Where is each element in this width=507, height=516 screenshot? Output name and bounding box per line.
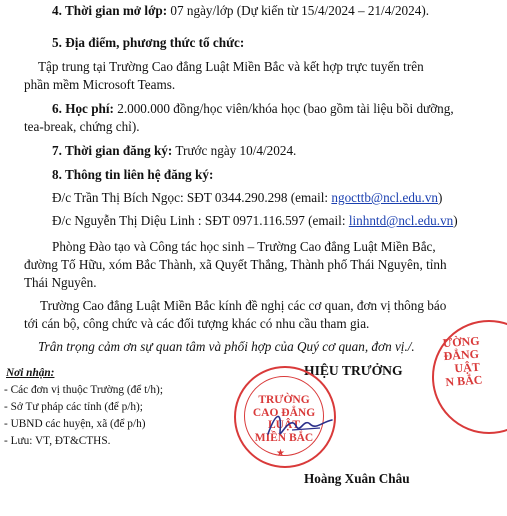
recipients-title: Nơi nhận: — [6, 367, 55, 379]
closing-text: Trân trọng cảm ơn sự quan tâm và phối hợp của Quý cơ quan, đơn vị./. — [38, 339, 415, 354]
signatory-name: Hoàng Xuân Châu — [304, 471, 410, 486]
request-line-2: tới cán bộ, công chức và các đối tượng khác có nhu cầu tham gia. — [24, 316, 370, 331]
section-5-label: 5. Địa điểm, phương thức tổ chức: — [52, 35, 245, 50]
stamp-line: LUẬT — [268, 419, 300, 431]
stamp-star-icon: ★ — [276, 448, 285, 459]
recipient-item: - Các đơn vị thuộc Trường (để t/h); — [4, 384, 163, 396]
stamp-line: CAO ĐẲNG — [252, 406, 316, 419]
signature-title: HIỆU TRƯỞNG — [304, 363, 403, 378]
contact-2-suffix: ) — [453, 213, 458, 228]
section-5-text-1: Tập trung tại Trường Cao đẳng Luật Miền Bắc và kết hợp trực tuyến trên — [38, 59, 424, 74]
contact-2-prefix: Đ/c Nguyễn Thị Diệu Linh : SĐT 0971.116.597 (email: — [52, 213, 349, 228]
address-line-2: đường Tố Hữu, xóm Bắc Thành, xã Quyết Thắng, Thành phố Thái Nguyên, tỉnh — [24, 257, 447, 272]
section-6-label: 6. Học phí: — [52, 101, 114, 116]
address-line-3: Thái Nguyên. — [24, 275, 97, 290]
section-4 — [52, 2, 429, 19]
section-6 — [52, 100, 454, 117]
request-line-1: Trường Cao đẳng Luật Miền Bắc kính đề nghị các cơ quan, đơn vị thông báo — [40, 298, 447, 313]
stamp-partial-line: ƯỜNG — [442, 333, 481, 351]
section-6-text-2: tea-break, chứng chỉ). — [24, 119, 140, 134]
section-7-value: Trước ngày 10/4/2024. — [172, 143, 297, 158]
contact-2 — [52, 212, 458, 229]
section-7 — [52, 142, 296, 159]
stamp-line: TRƯỜNG — [258, 394, 310, 406]
stamp-partial-line: N BẮC — [444, 372, 483, 390]
address-line-1: Phòng Đào tạo và Công tác học sinh – Trường Cao đẳng Luật Miền Bắc, — [52, 239, 436, 254]
contact-1 — [52, 189, 442, 206]
contact-1-prefix: Đ/c Trần Thị Bích Ngọc: SĐT 0344.290.298 (email: — [52, 190, 332, 205]
stamp-partial-line: ĐẲNG — [443, 346, 480, 364]
contact-1-suffix: ) — [438, 190, 443, 205]
handwritten-signature — [262, 404, 342, 444]
stamp-partial-line: UẬT — [454, 359, 481, 376]
contact-1-email-link[interactable]: ngocttb@ncl.edu.vn — [331, 190, 439, 205]
section-4-value: 07 ngày/lớp (Dự kiến từ 15/4/2024 – 21/4/2024). — [167, 3, 430, 18]
section-8-label: 8. Thông tin liên hệ đăng ký: — [52, 167, 214, 182]
section-7-label: 7. Thời gian đăng ký: — [52, 143, 173, 158]
recipient-item: - UBND các huyện, xã (để p/h) — [4, 418, 146, 430]
section-6-text-1: 2.000.000 đồng/học viên/khóa học (bao gồm tài liệu bồi dưỡng, — [113, 101, 454, 116]
contact-2-email-link[interactable]: linhntd@ncl.edu.vn — [348, 213, 454, 228]
section-5-text-2: phần mềm Microsoft Teams. — [24, 77, 176, 92]
stamp-partial-text — [442, 331, 507, 389]
section-4-label: 4. Thời gian mở lớp: — [52, 3, 168, 18]
recipient-item: - Lưu: VT, ĐT&CTHS. — [4, 435, 111, 447]
stamp-line: MIỀN BẮC — [254, 431, 314, 444]
recipient-item: - Sở Tư pháp các tỉnh (để p/h); — [4, 401, 143, 413]
